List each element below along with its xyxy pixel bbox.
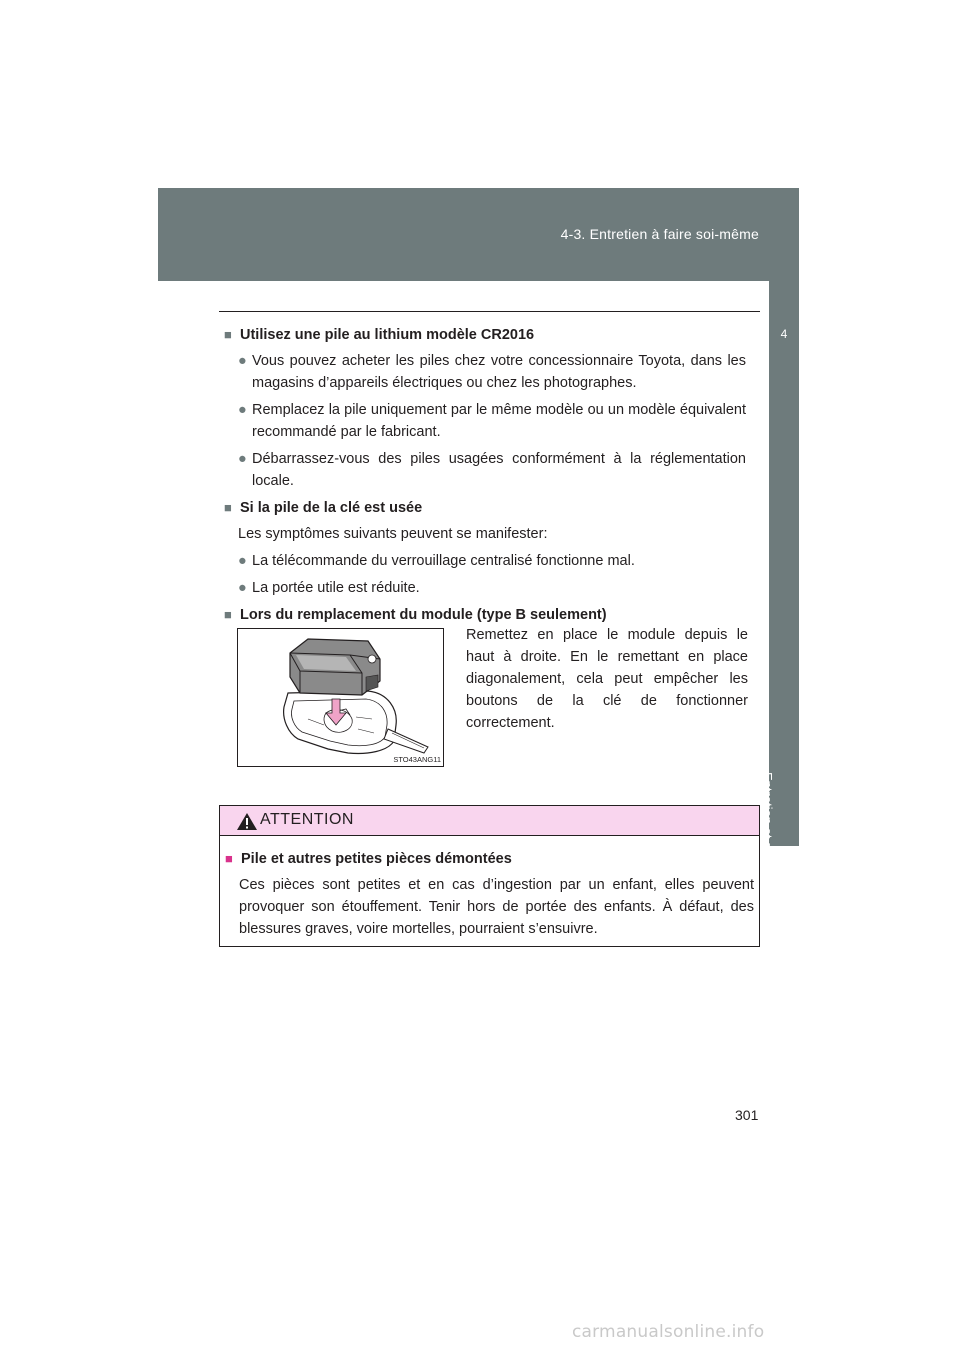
section-heading: ■ Lors du remplacement du module (type B seulement): [224, 604, 746, 626]
main-content: [224, 324, 746, 630]
figure-code: STO43ANG11: [393, 755, 441, 764]
list-item: ● Vous pouvez acheter les piles chez votre concessionnaire Toyota, dans les magasins d’appareils électriques ou chez les photographes.: [238, 350, 746, 394]
chapter-number: 4: [780, 327, 788, 341]
list-item: ● Débarrassez-vous des piles usagées conformément à la réglementation locale.: [238, 448, 746, 492]
list-item: ● La portée utile est réduite.: [238, 577, 746, 599]
watermark: carmanualsonline.info: [572, 1322, 765, 1342]
warning-header: [220, 806, 759, 836]
module-instruction-text: Remettez en place le module depuis le haut à droite. En le remettant en place diagonalement, cela peut empêcher les boutons de la clé de fonctionner correctement.: [466, 627, 748, 731]
module-figure-row: [237, 628, 749, 768]
paragraph: Les symptômes suivants peuvent se manifester:: [238, 526, 548, 542]
warning-heading: ■ Pile et autres petites pièces démontées: [225, 848, 754, 870]
top-rule: [219, 311, 760, 312]
chapter-header-band: [158, 188, 799, 281]
dot-bullet-icon: ●: [238, 451, 247, 467]
dot-bullet-icon: ●: [238, 580, 247, 596]
warning-title: ATTENTION: [260, 811, 354, 828]
square-bullet-icon: ■: [225, 851, 233, 866]
key-module-illustration: [237, 628, 444, 767]
chapter-section-title: 4-3. Entretien à faire soi-même: [560, 226, 759, 242]
warning-text: Ces pièces sont petites et en cas d’ingestion par un enfant, elles peuvent provoquer son étouffement. Tenir hors de portée des enfants. À défaut, des blessures graves, voire mortelles, pourraient s’ensuivre.: [239, 877, 754, 937]
page-number: 301: [735, 1107, 759, 1123]
chapter-tab: [769, 281, 799, 349]
section-heading: ■ Utilisez une pile au lithium modèle CR2016: [224, 324, 746, 346]
warning-body: [225, 848, 754, 945]
dot-bullet-icon: ●: [238, 553, 247, 569]
key-module-drawing: [238, 629, 443, 766]
dot-bullet-icon: ●: [238, 353, 247, 369]
warning-box: [219, 805, 760, 947]
square-bullet-icon: ■: [224, 327, 232, 342]
warning-triangle-icon: [236, 812, 258, 831]
square-bullet-icon: ■: [224, 500, 232, 515]
chapter-side-label: Entretien et soin: [760, 772, 775, 866]
section-heading: ■ Si la pile de la clé est usée: [224, 497, 746, 519]
list-item: ● Remplacez la pile uniquement par le même modèle ou un modèle équivalent recommandé par le fabricant.: [238, 399, 746, 443]
dot-bullet-icon: ●: [238, 402, 247, 418]
square-bullet-icon: ■: [224, 607, 232, 622]
list-item: ● La télécommande du verrouillage centralisé fonctionne mal.: [238, 550, 746, 572]
